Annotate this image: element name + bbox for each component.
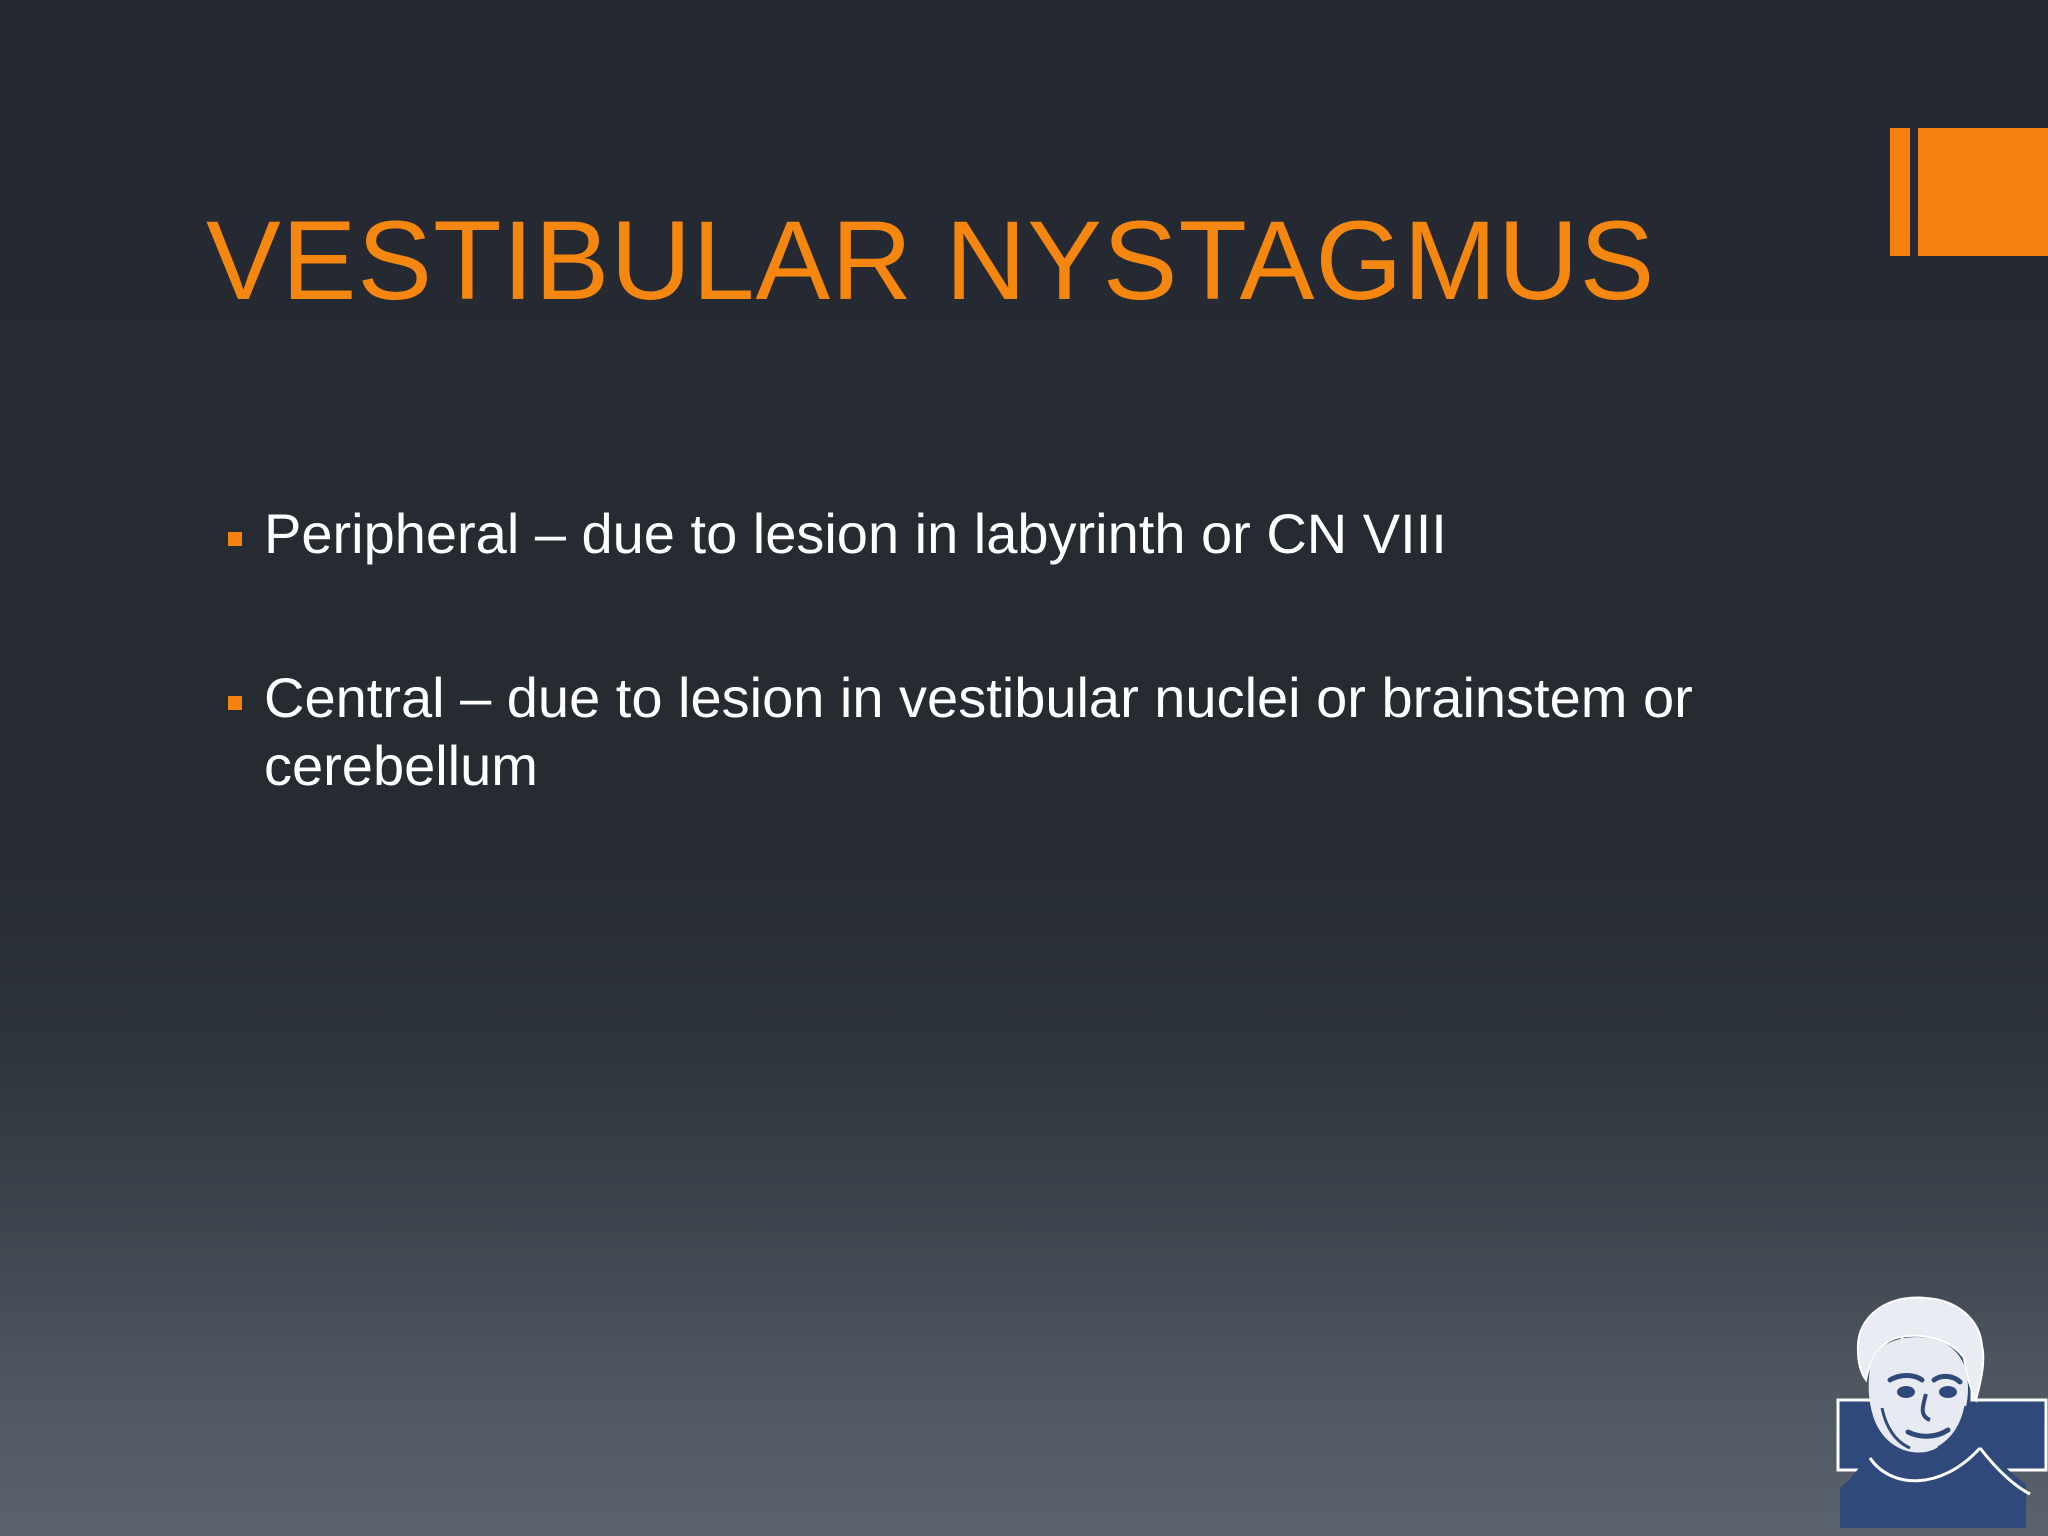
portrait-cross-logo-icon (1830, 1288, 2048, 1528)
bullet-text: Peripheral – due to lesion in labyrinth or CN VIII (264, 502, 1447, 565)
list-item (226, 500, 1786, 568)
bullet-square-icon (228, 696, 242, 710)
slide-title: VESTIBULAR NYSTAGMUS (206, 198, 1656, 323)
accent-bar-thick (1918, 128, 2048, 256)
list-item (226, 664, 1786, 800)
accent-bar-thin (1890, 128, 1910, 256)
bullet-list (226, 500, 1786, 896)
bullet-square-icon (228, 532, 242, 546)
bullet-text: Central – due to lesion in vestibular nuclei or brainstem or cerebellum (264, 666, 1693, 797)
